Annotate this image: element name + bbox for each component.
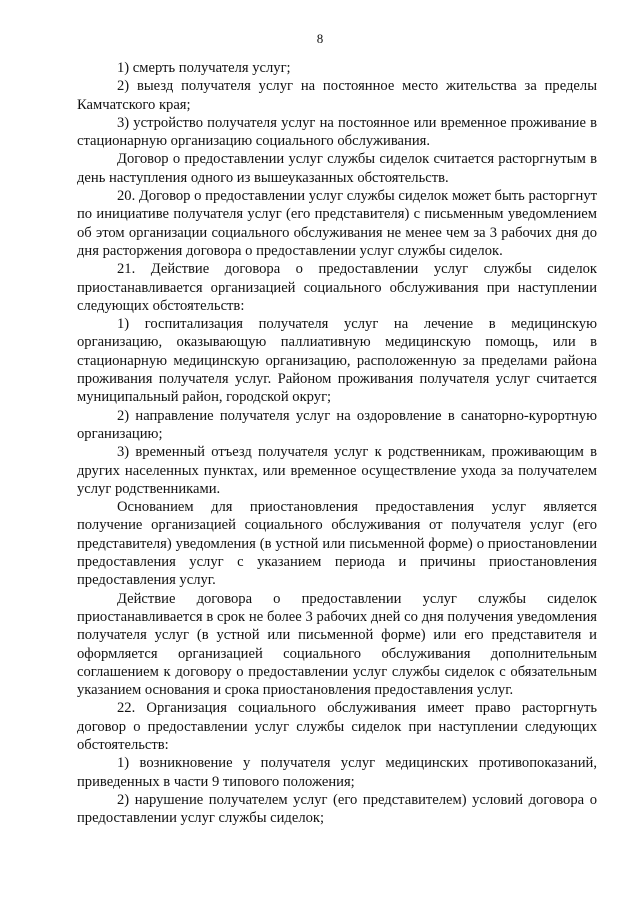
paragraph-clause-21: 21. Действие договора о предоставлении услуг службы сиделок приостанавливается организацией социального обслуживания при наступлении следующих обстоятельств: [77, 261, 597, 314]
page-number: 8 [316, 31, 324, 46]
paragraph-clause-22: 22. Организация социального обслуживания имеет право расторгнуть договор о предоставлении услуг службы сиделок при наступлении следующих обстоятельств: [77, 700, 597, 753]
paragraph-suspension-terms: Действие договора о предоставлении услуг службы сиделок приостанавливается в срок не более 3 рабочих дней со дня получения уведомления получателя услуг (в устной или письменной форме) или его представителя и оформляется организацией социального обслуживания дополнительным соглашением к договору о предоставлении услуг службы сиделок с обязательным указанием основания и срока приостановления предоставления услуг. [77, 590, 597, 699]
paragraph-clause-22-item-1: 1) возникновение у получателя услуг медицинских противопоказаний, приведенных в части 9 типового положения; [77, 755, 597, 790]
paragraph-termination-note: Договор о предоставлении услуг службы сиделок считается расторгнутым в день наступления одного из вышеуказанных обстоятельств. [77, 151, 597, 186]
paragraph-clause-21-item-1: 1) госпитализация получателя услуг на лечение в медицинскую организацию, оказывающую паллиативную медицинскую помощь, или в стационарную медицинскую организацию, расположенную за пределами района проживания получателя услуг. Районом проживания получателя услуг считается муниципальный район, городской округ; [77, 316, 597, 406]
paragraph-item-1: 1) смерть получателя услуг; [117, 60, 291, 76]
paragraph-item-3: 3) устройство получателя услуг на постоянное или временное проживание в стационарную организацию социального обслуживания. [77, 114, 597, 150]
paragraph-clause-20: 20. Договор о предоставлении услуг службы сиделок может быть расторгнут по инициативе получателя услуг (его представителя) с письменным уведомлением об этом организации социального обслуживания не менее чем за 3 рабочих дня до дня расторжения договора о предоставлении услуг службы сиделок. [77, 188, 597, 259]
document-body [77, 59, 597, 827]
paragraph-clause-22-item-2: 2) нарушение получателем услуг (его представителем) условий договора о предоставлении услуг службы сиделок; [77, 791, 597, 827]
paragraph-clause-21-item-3: 3) временный отъезд получателя услуг к родственникам, проживающим в других населенных пунктах, или временное осуществление ухода за получателем услуг родственниками. [77, 444, 597, 497]
paragraph-clause-21-item-2: 2) направление получателя услуг на оздоровление в санаторно-курортную организацию; [77, 407, 597, 442]
paragraph-item-2: 2) выезд получателя услуг на постоянное место жительства за пределы Камчатского края; [77, 78, 597, 113]
paragraph-suspension-basis: Основанием для приостановления предоставления услуг является получение организацией социального обслуживания от получателя услуг (его представителя) уведомления (в устной или письменной форме) о приостановлении предоставления услуг с указанием периода и причины приостановления предоставления услуг. [77, 499, 597, 589]
